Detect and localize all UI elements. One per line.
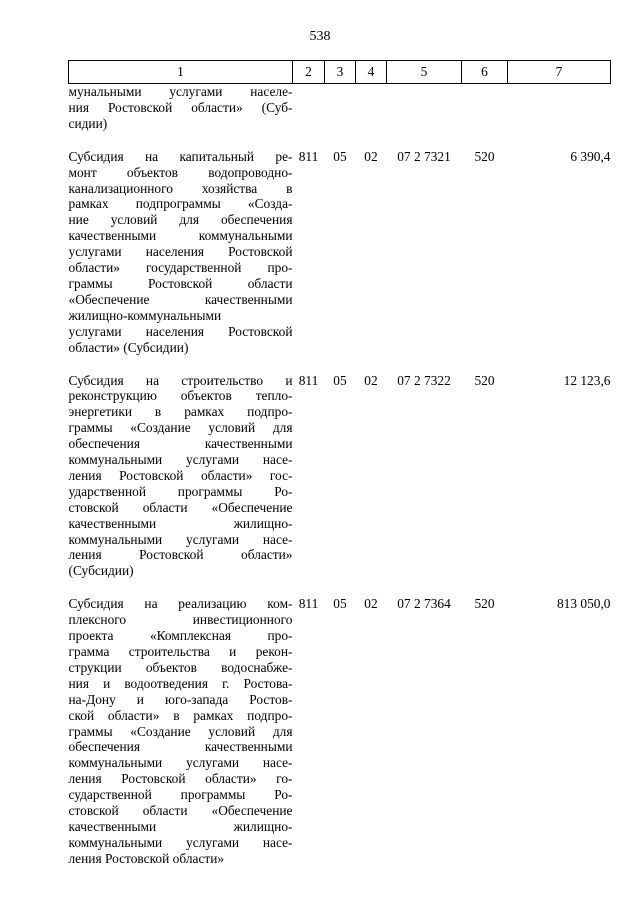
expense-type-code bbox=[462, 84, 508, 149]
description-line: коммунальными услугами насе- bbox=[68, 834, 293, 850]
description-line: ния и водоотведения г. Ростова- bbox=[68, 675, 293, 691]
description-line: услугами населения Ростовской bbox=[68, 323, 293, 339]
column-header-6: 6 bbox=[462, 61, 508, 84]
table-row bbox=[69, 373, 611, 597]
description-line: качественными жилищно- bbox=[68, 515, 293, 531]
amount bbox=[508, 84, 611, 149]
description-line: мунальными услугами населе- bbox=[68, 84, 293, 99]
table-row bbox=[69, 149, 611, 373]
section-code: 05 bbox=[333, 372, 347, 388]
table-row bbox=[69, 84, 611, 149]
description-line: канализационного хозяйства в bbox=[68, 180, 293, 196]
description-line: (Субсидии) bbox=[68, 563, 134, 579]
column-header-2: 2 bbox=[293, 61, 325, 84]
ministry-code bbox=[293, 84, 325, 149]
expense-type-code: 520 bbox=[474, 148, 495, 164]
description-line: коммунальными услугами насе- bbox=[68, 531, 293, 547]
column-header-1: 1 bbox=[69, 61, 293, 84]
subsection-code: 02 bbox=[364, 372, 378, 388]
description-line: ударственной программы Ро- bbox=[68, 483, 293, 499]
description-line: плексного инвестиционного bbox=[68, 612, 293, 628]
description-line: качественными жилищно- bbox=[68, 818, 293, 834]
description-line: струкции объектов водоснабже- bbox=[68, 659, 293, 675]
description-line: ления Ростовской области» bbox=[68, 850, 225, 866]
description-line: обеспечения качественными bbox=[68, 436, 293, 452]
page-number: 538 bbox=[309, 29, 331, 44]
ministry-code: 811 bbox=[298, 372, 319, 388]
section-code: 05 bbox=[333, 596, 347, 612]
section-code: 05 bbox=[333, 148, 347, 164]
target-article-code bbox=[387, 84, 462, 149]
amount: 6 390,4 bbox=[570, 148, 611, 164]
row-description bbox=[69, 596, 293, 883]
description-line: реконструкцию объектов тепло- bbox=[68, 388, 293, 404]
amount: 12 123,6 bbox=[563, 372, 611, 388]
description-line: стовской области «Обеспечение bbox=[68, 499, 293, 515]
target-article-code: 07 2 7321 bbox=[397, 148, 451, 164]
description-line: услугами населения Ростовской bbox=[68, 244, 293, 260]
amount: 813 050,0 bbox=[556, 596, 611, 612]
row-description bbox=[69, 149, 293, 373]
budget-table bbox=[68, 60, 611, 884]
section-code bbox=[325, 84, 356, 149]
subsection-code bbox=[356, 84, 387, 149]
subsection-code: 02 bbox=[364, 596, 378, 612]
description-line: ской области» в рамках подпро- bbox=[68, 707, 293, 723]
description-line: Субсидия на строительство и bbox=[68, 372, 293, 388]
subsection-code: 02 bbox=[364, 148, 378, 164]
description-line: граммы Ростовской области bbox=[68, 275, 293, 291]
description-line: коммунальными услугами насе- bbox=[68, 452, 293, 468]
description-line: Субсидия на реализацию ком- bbox=[68, 596, 293, 612]
description-line: ние условий для обеспечения bbox=[68, 212, 293, 228]
ministry-code: 811 bbox=[298, 148, 319, 164]
description-line: ления Ростовской области» bbox=[68, 547, 293, 563]
row-description bbox=[69, 373, 293, 597]
description-line: проекта «Комплексная про- bbox=[68, 628, 293, 644]
ministry-code: 811 bbox=[298, 596, 319, 612]
description-line: ления Ростовской области» гос- bbox=[68, 467, 293, 483]
description-line: сидии) bbox=[68, 115, 108, 131]
row-description bbox=[69, 84, 293, 149]
description-line: области» государственной про- bbox=[68, 260, 293, 276]
column-header-3: 3 bbox=[325, 61, 356, 84]
description-line: граммы «Создание условий для bbox=[68, 723, 293, 739]
description-line: качественными коммунальными bbox=[68, 228, 293, 244]
description-line: жилищно-коммунальными bbox=[68, 307, 222, 323]
description-line: «Обеспечение качественными bbox=[68, 291, 293, 307]
description-line: грамма строительства и рекон- bbox=[68, 644, 293, 659]
description-line: энергетики в рамках подпро- bbox=[68, 404, 293, 420]
description-line: на-Дону и юго-запада Ростов- bbox=[68, 691, 293, 707]
target-article-code: 07 2 7322 bbox=[397, 372, 451, 388]
description-line: обеспечения качественными bbox=[68, 739, 293, 755]
target-article-code: 07 2 7364 bbox=[397, 596, 451, 612]
description-line: сударственной программы Ро- bbox=[68, 787, 293, 803]
description-line: области» (Субсидии) bbox=[68, 339, 189, 355]
description-line: монт объектов водопроводно- bbox=[68, 164, 293, 180]
description-line: рамках подпрограммы «Созда- bbox=[68, 196, 293, 212]
expense-type-code: 520 bbox=[474, 372, 495, 388]
description-line: коммунальными услугами насе- bbox=[68, 755, 293, 771]
table-header-row bbox=[69, 61, 611, 84]
description-line: Субсидия на капитальный ре- bbox=[68, 148, 293, 164]
table-row bbox=[69, 596, 611, 883]
description-line: ния Ростовской области» (Суб- bbox=[68, 99, 293, 115]
column-header-5: 5 bbox=[387, 61, 462, 84]
column-header-4: 4 bbox=[356, 61, 387, 84]
column-header-7: 7 bbox=[508, 61, 611, 84]
description-line: граммы «Создание условий для bbox=[68, 420, 293, 436]
description-line: ления Ростовской области» го- bbox=[68, 771, 293, 787]
expense-type-code: 520 bbox=[474, 596, 495, 612]
description-line: стовской области «Обеспечение bbox=[68, 803, 293, 819]
